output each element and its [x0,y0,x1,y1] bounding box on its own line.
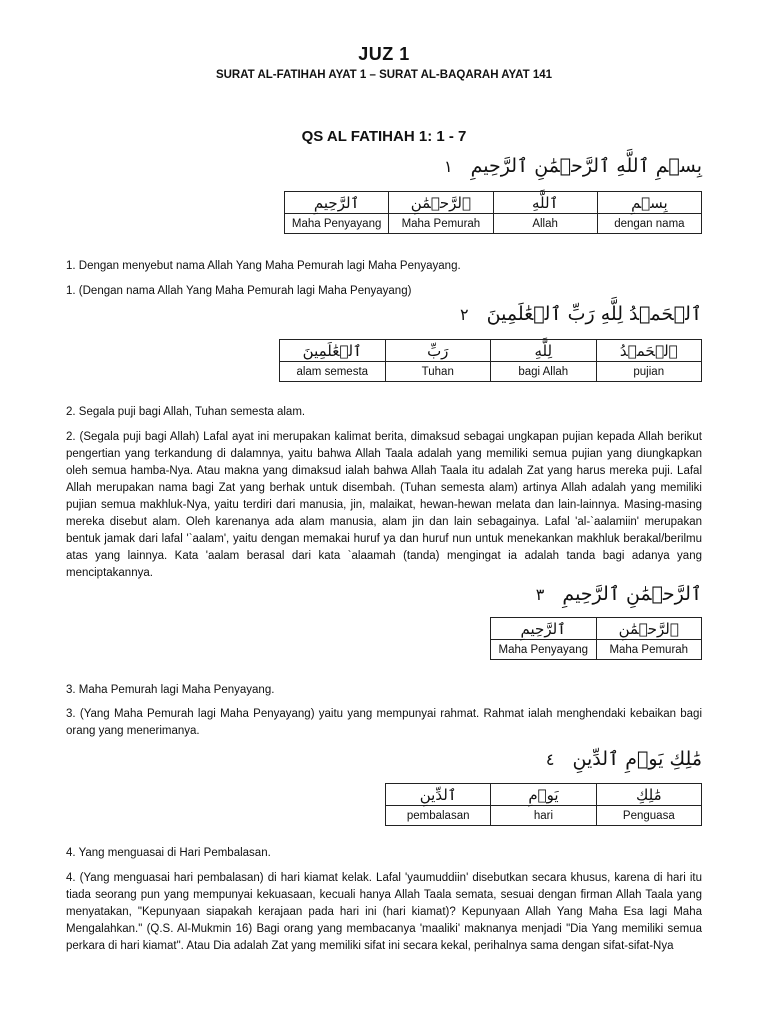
ayah-1-arabic [444,155,702,177]
word-meaning: Maha Pemurah [389,214,493,234]
ayah-1-number: ١ [444,157,453,176]
word-arabic: ٱلرَّحۡمَٰنِ [389,192,493,214]
word-arabic: رَبِّ [385,340,491,362]
word-meaning: Maha Pemurah [596,640,702,660]
ayah-1-translation: 1. Dengan menyebut nama Allah Yang Maha Pemurah lagi Maha Penyayang. [66,260,461,272]
word-arabic: ٱلرَّحۡمَٰنِ [596,618,702,640]
ayah-4-translation: 4. Yang menguasai di Hari Pembalasan. [66,847,271,859]
word-arabic: بِسۡمِ [597,192,701,214]
surah-title: QS AL FATIHAH 1: 1 - 7 [301,128,467,145]
juz-title: JUZ 1 [358,44,410,64]
ayah-2-word-table [279,339,702,382]
ayah-3-number: ٣ [535,585,545,604]
ayah-4-word-table [385,783,702,826]
ayah-2-arabic [460,303,702,325]
word-arabic: مَٰلِكِ [596,784,701,806]
ayah-1-text: بِسۡمِ ٱللَّهِ ٱلرَّحۡمَٰنِ ٱلرَّحِيمِ [470,155,702,177]
ayah-2-number: ٢ [460,305,469,324]
word-meaning: bagi Allah [491,362,597,382]
word-arabic: لِلَّهِ [491,340,597,362]
ayah-3-text: ٱلرَّحۡمَٰنِ ٱلرَّحِيمِ [562,583,702,605]
word-meaning: Maha Penyayang [285,214,389,234]
ayah-4-number: ٤ [545,750,555,769]
ayah-2-translation: 2. Segala puji bagi Allah, Tuhan semesta alam. [66,406,306,418]
word-meaning: alam semesta [280,362,386,382]
word-meaning: Allah [493,214,597,234]
ayah-2-tafsir: 2. (Segala puji bagi Allah) Lafal ayat ini merupakan kalimat berita, dimaksud sebagai ungkapan pujian kepada Allah berikut pengertian yang terkandung di dalamnya, yaitu bahwa Allah Taala adalah yang memiliki semua pujian yang diungkapkan oleh semua hamba-Nya. Atau makna yang dimaksud ialah bahwa Allah Taala itu adalah Zat yang harus mereka puji. Lafal Allah merupakan nama bagi Zat yang berhak untuk disembah. (Tuhan semesta alam) artinya Allah adalah yang memiliki pujian semua makhluk-Nya, yaitu terdiri dari manusia, jin, malaikat, hewan-hewan melata dan lain-lainnya. Masing-masing mereka disebut alam. Oleh karenanya ada alam manusia, alam jin dan lain sebagainya. Lafal 'al-`aalamiin' merupakan bentuk jamak dari lafal '`aalam', yaitu dengan memakai huruf ya dan huruf nun untuk menekankan makhluk berakal/berilmu atas yang lainnya. Kata 'aalam berasal dari kata `alaamah (tanda) mengingat ia adalah tanda bagi adanya yang menciptakannya. [66,431,702,579]
word-arabic: ٱلۡعَٰلَمِينَ [280,340,386,362]
ayah-4-text: مَٰلِكِ يَوۡمِ ٱلدِّينِ [572,748,702,770]
word-meaning: Tuhan [385,362,491,382]
ayah-2-text: ٱلۡحَمۡدُ لِلَّهِ رَبِّ ٱلۡعَٰلَمِينَ [486,303,702,325]
ayah-4-arabic [546,748,702,770]
word-meaning: Maha Penyayang [491,640,597,660]
word-meaning: Penguasa [596,806,701,826]
word-arabic: يَوۡمِ [491,784,596,806]
ayah-3-word-table [490,617,702,660]
juz-range-subtitle: SURAT AL-FATIHAH AYAT 1 – SURAT AL-BAQARAH AYAT 141 [215,69,553,81]
ayah-1-word-table [284,191,702,234]
word-arabic: ٱلدِّينِ [386,784,491,806]
ayah-3-translation: 3. Maha Pemurah lagi Maha Penyayang. [66,684,275,696]
word-meaning: pujian [596,362,702,382]
ayah-3-tafsir: 3. (Yang Maha Pemurah lagi Maha Penyayang) yaitu yang mempunyai rahmat. Rahmat ialah menghendaki kebaikan bagi orang yang menerimanya. [66,708,702,737]
ayah-4-tafsir: 4. (Yang menguasai hari pembalasan) di hari kiamat kelak. Lafal 'yaumuddiin' disebutkan secara khusus, karena di hari itu tiada seorang pun yang mempunyai kekuasaan, kecuali hanya Allah Taala semata, sesuai dengan firman Allah Taala yang menyatakan, "Kepunyaan siapakah kerajaan pada hari ini (hari kiamat)? Kepunyaan Allah Yang Maha Esa lagi Maha Mengalahkan." (Q.S. Al-Mukmin 16) Bagi orang yang membacanya 'maaliki' maknanya menjadi "Dia Yang memiliki semua perkara di hari kiamat". Atau Dia adalah Zat yang memiliki sifat ini secara kekal, perihalnya sama dengan sifat-sifat-Nya [66,872,702,952]
word-meaning: dengan nama [597,214,701,234]
ayah-1-tafsir: 1. (Dengan nama Allah Yang Maha Pemurah lagi Maha Penyayang) [66,285,412,297]
word-meaning: hari [491,806,596,826]
word-arabic: ٱللَّهِ [493,192,597,214]
word-arabic: ٱلرَّحِيمِ [491,618,597,640]
ayah-3-arabic [536,583,702,605]
word-arabic: ٱلرَّحِيمِ [285,192,389,214]
word-meaning: pembalasan [386,806,491,826]
word-arabic: ٱلۡحَمۡدُ [596,340,702,362]
